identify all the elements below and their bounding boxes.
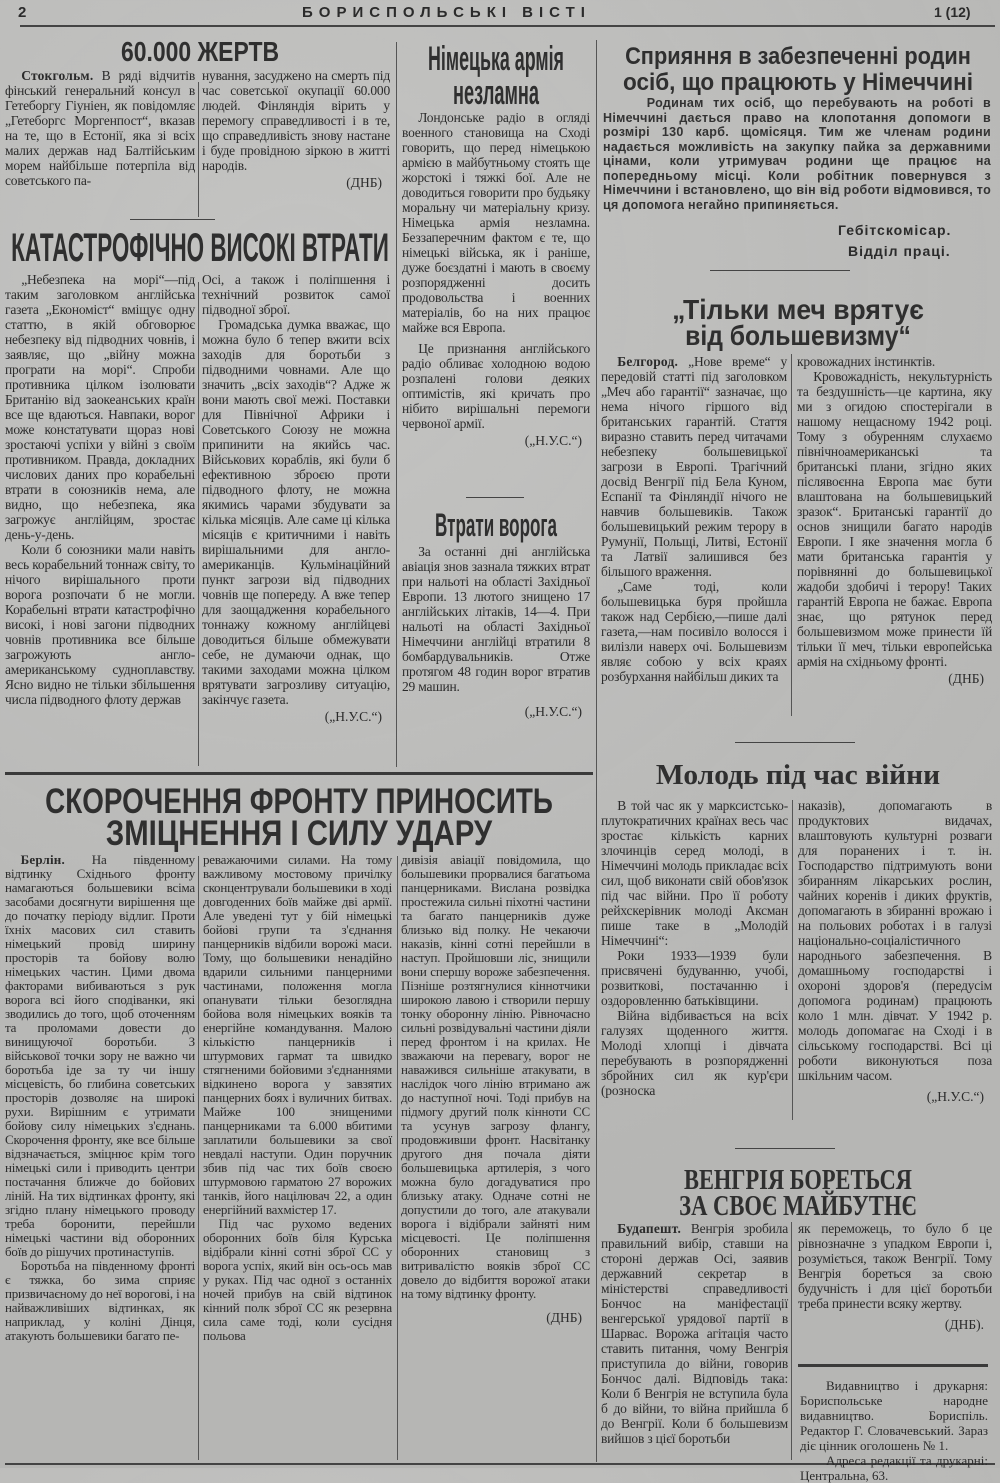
separator (735, 1148, 835, 1149)
article-column: Берлін. На південному відтинку Східнього фронту намагаються большевики всіма засобами досягнути вирішення ще до початку періоду відлиг. Проти їхніх масових сил ставить німецький провід ширину просторів та бойову волю німецьких частин. Цими двома факторами вибиваються з рук ворога всі його сподіванки, які зводились до того, щоб оточенням та проломами довести до винищуючої боротьби. З військової точки зору не важно чи боротьба іде за ту чи іншу місцевість, бо глибина советських просторів дозволяє на широкі рухи. Вирішним є утримати бойову силу німецьких з'єднань. Скорочення фронту, яке все більше відзначається, зміцнює крім того німецькі сили і приводить центри постачання ближче до бойових ліній. На тих відтинках фронту, які згідно плану німецького проводу треба боронити, перейшли німецькі частини від оборонних боїв до рішучих протинаступів. Боротьба на південному фронті є тяжка, бо зима сприяє призвичаєному до неї ворогові, і на найважливіших відтинках, як наприклад, у коліні Дінця, атакують большевики багато пе- (5, 852, 195, 1343)
article-column: В той час як у марксистсько-плутократичних країнах весь час зростає кількість карних злочинців серед молоді, в Німеччині молодь прикладає всіх сил, щоб виконати свій обов'язок під час війни. Про її роботу рейхскерівник молоді Аксман пише таке в „Молодій Німеччині“: Роки 1933—1939 були присвячені будуванню, учобі, розвиткові, постачанню і оздоровленню батьківщини. Війна відбивається на всіх галузях щоденного життя. Молоді хлопці і дівчата перебувають в розпорядженні збройних сил як кур'єри (розноска (601, 798, 788, 1098)
column-divider (596, 40, 597, 1462)
headline (400, 74, 592, 112)
headline (400, 40, 592, 78)
headline (598, 760, 998, 791)
headline (598, 1191, 998, 1222)
headline-text: КАТАСТРОФІЧНО ВИСОКІ ВТРАТИ (11, 226, 389, 270)
headline-text: Німецька армія (428, 40, 564, 78)
article-column: Лондонське радіо в огляді военного становища на Сході говорить, що перед німецькою армією в майбутньому стоять ще жорстокі і тяжкі бої. Але не доводиться говорити про будьяку моральну чи матеріальну кризу. Німецька армія незламна. Беззаперечним фактом є те, що німецькі війська, як і раніше, дуже боєздатні і мають в своєму розпорядженні досить продовольства і военних матеріалів, бо на них працює майже вся Европа. Це признання англійського радіо обливає холодною водою розпалені голови деяких оптимістів, які кричать про нібито вирішальні перемоги червоної армії. („Н.У.С.“) (402, 110, 590, 448)
article-column: кровожадних інстинктів. Кровожадність, некультурність та бездушність—це картина, яку ми з огидою спостерігали в нашому нещасному 1942 році. Тому з обуренням слухаємо північноамериканські та британські плани, згідно яких післявоєнна Европа має бути влаштована на большевицький зразок“. Британські гарантії до основ знищили багато народів Европи. І яке значення могла б мати британська гарантія у порівнянні до большевицької жадоби здобичі і терору! Таких гарантій Европа не бажає. Европа знає, що рятунок перед большевизмом може принести їй тільки її меч, тільки европейська армія на східньому фронті. (ДНБ) (797, 354, 992, 686)
article-column: „Небезпека на морі“—під таким заголовком англійська газета „Економіст“ вміщує одну статтю, в якій обговорює небезпеку від підводних човнів, і заявляє, що „війну можна програти на морі“. Спроби противника цілком ізолювати Британію від заокеанських країн все ще вдаються. Навпаки, ворог може констатувати щораз нові зростаючі успіхи у війні з своїм противником. Правда, докладних числових даних про корабельні втрати в союзників нема, але видно, що небезпека, яка загрожує англійцям, зростає день-у-день. Коли б союзники мали навіть весь корабельний тоннаж світу, то нічого вирішального проти ворога розпочати б не могли. Корабельні втрати катастрофічно високі, і нові загони підводних човнів противника все більше загрожують англо-американському судноплавству. Ясно видно не тільки збільшення числа підводного флоту держав (5, 272, 195, 707)
imprint: Видавництво і друкарня: Бориспольське народне видавництво. Бориспіль. Редактор Г. Словачевський. Зараз діє цінник оголошень № 1. Адреса редакції та друкарні: Центральна, 63. (800, 1378, 988, 1483)
headline (400, 507, 592, 543)
page-number: 2 (18, 4, 27, 21)
source-credit: (ДНБ) (546, 1310, 582, 1325)
article-column: як переможець, то було б це рівнозначне з упадком Европи і, розуміється, також Венгрії. Тому Венгрія бореться за свою будучність і для цієї боротьби треба принести всяку жертву. (ДНБ). (798, 1221, 992, 1332)
column-divider (198, 282, 199, 766)
column-divider (396, 42, 397, 767)
issue-number: 1 (12) (934, 4, 971, 20)
headline (598, 1165, 998, 1196)
column-divider (198, 856, 199, 1460)
headline-text: „Тільки меч врятує (672, 294, 924, 325)
source-credit: (ДНБ) (948, 671, 984, 686)
headline (598, 43, 998, 70)
dateline: Берлін. (20, 852, 65, 867)
separator (710, 270, 850, 271)
source-credit: (ДНБ) (346, 175, 382, 190)
article-column: наказів), допомагають в продуктових видачах, влаштовують культурні розваги для поранених і т. ін. Господарство підтримують вони збиранням лікарських рослин, чайних коренів і диких фруктів, допомагають в збиранні врожаю і на польових роботах і в галузі національно-соціалістичного народнього забезпечення. В домашньому господарстві і охороні здоров'я (передусім допомога родинам) працюють коло 1 млн. дівчат. У 1942 р. молодь допомагає на Сході і в сільському господарстві. Всі ці роботи виконуються поза шкільним часом. („Н.У.С.“) (798, 798, 992, 1104)
source-credit: (ДНБ). (944, 1317, 984, 1332)
column-divider (791, 354, 792, 716)
source-credit: („Н.У.С.“) (926, 1089, 984, 1104)
dateline: Стокгольм. (21, 68, 94, 83)
headline (5, 36, 395, 67)
article-column: Белгород. „Нове време“ у передовій статті під заголовком „Меч або гарантії“ зазначає, що нема нічого гіршого від британських гарантій. Стаття виразно ставить перед читачами небезпеку большевицької загрози в Европі. Трагічний досвід Венгрії під Бела Куном, Еспанії та Фінляндії нічого не навчив большевиків. Також большевицький режим терору в Румунії, Польщі, Литві, Естонії та Латвії залишився без більшого враження. „Саме тоді, коли большевицька буря пройшла також над Сербією,—пише далі газета,—нам посивіло волосся і вилізли наверх очі. Большевизм являє собою у всіх краях розбурхання найбільш диких та (601, 354, 787, 684)
article-column: Осі, а також і поліпшення і технічний розвиток самої підводної зброї. Громадська думка вважає, що можна було б тепер вжити всіх заходів для боротьби з підводними човнами. Але що значить „всіх заходів“? Адже ж вони мають свої межі. Поставки для Північної Африки і Советського Союзу не можна припинити на якийсь час. Військових кораблів, які були б ефективною зброєю проти підводного флоту, не можна якимись чарами збудувати за кілька місяців. Але саме ці кілька місяців є критичними і навіть вирішальними для англо-американців. Кульмінаційний пункт загрози від підводних човнів ще попереду. А вже тепер для заощадження корабельного тоннажу кожному англійцеві доводиться більше обмежувати себе, не думаючи однак, що такими заходами можна цілком врятувати загрозливу ситуацію, закінчує газета. („Н.У.С.“) (202, 272, 390, 724)
masthead: БОРИСПОЛЬСЬКІ ВІСТІ (302, 4, 591, 21)
article-column: Будапешт. Венгрія зробила правильний вибір, ставши на стороні держав Осі, заявив державний секретар в міністерстві справедливості Бончос на маніфестації венгерської урядової партії в Шарвас. Ворожа агітація часто ставить питання, чому Венгрія приступила до війни, говорив Бончос далі. Відповідь така: Коли б Венгрія не вступила була б до війни, то війна прийшла б до Венгрії. Коли б большевизм вийшов з цієї боротьби (601, 1221, 788, 1446)
headline (598, 294, 998, 325)
headline-text: Молодь під час війни (655, 760, 941, 791)
separator (130, 219, 215, 220)
article-column: реважаючими силами. На тому важливому мостовому причілку сконцентрували большевики в ході довгоденних боїв майже дві армії. Але уведені тут у бій німецькі бойові групи та з'єднання панцерників відбили ворожі маси. Тому, що большевики ненадійно вдарили сильними панцерними частинами, положення могла опанувати тільки безоглядна бойова воля німецьких вояків та енергійне командування. Малою кількістю панцерників і штурмових гармат та швидко стягненими бойовими з'єднаннями відкинено ворога у завзятих панцерних боях і вуличних битвах. Майже 100 знищеними панцерниками та 6.000 вбитими заплатили большевики за свої невдалі наступи. Один поручник збив під час тих боїв своєю штурмовою гарматою 27 ворожих танків, його націлювач 22, а один енергійний вахмістер 17. Під час рухомо ведених оборонних боїв біля Курська відібрали кінні сотні зброї СС у ворога успіх, який він ось-ось мав у руках. Під час одної з останніх ночей прибув на свій відтинок кінний полк зброї СС як резервна сила саме тоді, коли сусідня польова (203, 852, 392, 1343)
signature: Відділ праці. (848, 243, 951, 259)
column-divider (792, 800, 793, 1120)
separator (735, 742, 855, 743)
headline-text: ЗМІЦНЕННЯ І СИЛУ УДАРУ (105, 814, 493, 853)
headline-text: від большевизму“ (685, 320, 911, 351)
headline-text: Сприяння в забезпеченні родин (625, 43, 971, 70)
separator (466, 497, 524, 498)
notice-body: Родинам тих осіб, що перебувають на роботі в Німеччині дається право на клопотання допомоги в розмірі 130 карб. щомісяця. Тим же членам родини надається можливість на закупку пайка за державними цінами, коли утримувач родини ще працює на попередньому місці. Коли робітник повернувся з Німеччини і встановлено, що він від роботи відмовився, то ця допомога негайно припиняється. (603, 96, 991, 212)
signature: Гебітскомісар. (838, 222, 952, 238)
headline (5, 782, 593, 821)
headline (598, 69, 998, 96)
column-divider (397, 856, 398, 1460)
source-credit: („Н.У.С.“) (524, 433, 582, 448)
headline-text: незламна (452, 74, 540, 112)
headline (5, 814, 593, 853)
section-rule (5, 772, 593, 775)
source-credit: („Н.У.С.“) (524, 704, 582, 719)
imprint-rule (798, 1364, 988, 1367)
column-divider (791, 1222, 792, 1460)
dateline: Будапешт. (617, 1221, 682, 1236)
masthead-rule (20, 25, 995, 27)
headline-text: ВЕНГРІЯ БОРЕТЬСЯ (684, 1165, 912, 1196)
dateline: Белгород. (617, 354, 679, 369)
article-column: дивізія авіації повідомила, що большевики прорвалися багатьома панцерниками. Вислана розвідка простежила сильні піхотні частини та багато панцерників дуже близько від полку. Не чекаючи наказів, кінні сотні перейшли в наступ. Пройшовши ліс, знищили вони спершу вороже забезпечення. Пізніше розтягнулися кіннотчики широкою лавою і створили першу тонку оборонну лінію. Рівночасно сильні розвідувальні частини діяли перед фронтом і на крилах. Не зважаючи на перевагу, ворог не наважився сильніше атакувати, в наслідок чого лінію втримано аж до наступної ночі. Тоді прибув на підмогу другий полк кінноти СС та усунув загрозу флангу, продовживши фронт. Насвітанку другого дня почала діяти большевицька артилерія, з чого можна було догадуватися про близьку атаку. Одначе сотні не допустили до того, але атакували ворога і відібрали зайняті ним місцевості. Це поліпшення оборонних становищ з витривалістю вояків зброї СС довело до відбиття ворожої атаки на тому відтинку фронту. (ДНБ) (401, 852, 590, 1325)
article-column: Стокгольм. В ряді відчитів фінський генеральний консул в Гетеборгу Гіуніен, як повідомляє „Гетеборгс Моргенпост“, вказав на те, що в Естонії, яка зі всіх малих держав над Балтійським морем найбільше потерпіла від советського па- (5, 68, 195, 188)
headline (5, 226, 395, 270)
column-divider (198, 82, 199, 217)
headline (598, 320, 998, 351)
headline-text: 60.000 ЖЕРТВ (120, 36, 280, 67)
headline-text: СКОРОЧЕННЯ ФРОНТУ ПРИНОСИТЬ (45, 782, 553, 821)
source-credit: („Н.У.С.“) (324, 709, 382, 724)
article-column: нування, засуджено на смерть під час советської окупації 60.000 людей. Фінляндія вірить у перемогу справедливості і в те, що справедливість знову настане і буде провідною зіркою в житті народів. (ДНБ) (202, 68, 390, 190)
article-column: За останні дні англійська авіація знов зазнала тяжких втрат при нальоті на області Західньої Европи. 13 лютого знищено 17 англійських літаків, 14—4. При нальоті на області Західньої Німеччини англійці втратили 8 бомбардувальників. Отже протягом 48 годин ворог втратив 29 машин. („Н.У.С.“) (402, 544, 590, 719)
headline-text: Втрати ворога (435, 507, 557, 543)
headline-text: осіб, що працюють у Німеччині (623, 69, 973, 96)
headline-text: ЗА СВОЄ МАЙБУТНЄ (679, 1191, 917, 1222)
